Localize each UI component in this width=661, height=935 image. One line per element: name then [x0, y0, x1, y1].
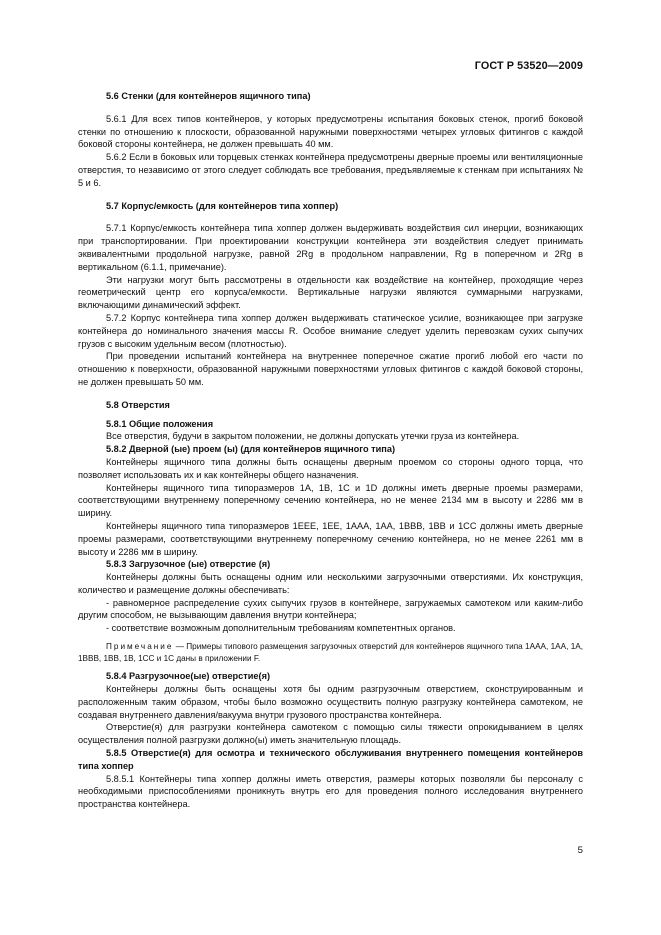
section-heading-5-6: 5.6 Стенки (для контейнеров ящичного типа): [106, 91, 311, 101]
paragraph-5-7-1: 5.7.1 Корпус/емкость контейнера типа хоппер должен выдерживать воздействия сил инерции, возникающих при транспортировании. При проектировании конструкции контейнера эти воздействия следует принимать эквивалентными продольной нагрузке, равной 2Rg в продольном направлении, Rg в поперечном и 2Rg в вертикальном (6.1.1, примечание).: [78, 223, 583, 272]
section-heading-5-8: 5.8 Отверстия: [106, 399, 170, 410]
paragraph-5-8-5-1: 5.8.5.1 Контейнеры типа хоппер должны иметь отверстия, размеры которых позволяли бы персоналу с необходимыми приспособлениями проникнуть внутрь его для проведения полного исследования внутреннего пространства контейнера.: [78, 773, 583, 810]
page-number: 5: [577, 845, 583, 856]
subsection-heading-5-8-1: 5.8.1 Общие положения: [106, 418, 214, 429]
paragraph-5-8-1: Все отверстия, будучи в закрытом положении, не должны допускать утечки груза из контейнера.: [106, 431, 520, 442]
list-item-distribution: - равномерное распределение сухих сыпучих грузов в контейнере, загружаемых самотеком или каким-либо другим способом, не вызывающим давления внутри контейнера;: [78, 597, 583, 621]
paragraph-5-6-2: 5.6.2 Если в боковых или торцевых стенках контейнера предусмотрены дверные проемы или вентиляционные отверстия, то независимо от этого следует соблюдать все требования, предъявляемые к стенкам при испытаниях № 5 и 6.: [78, 152, 583, 188]
paragraph-5-7-1-continued: Эти нагрузки могут быть рассмотрены в отдельности как воздействие на контейнер, проходящие через геометрический центр его корпуса/емкости. Вертикальные нагрузки являются суммарными нагрузками, включающими динамический эффект.: [78, 274, 583, 311]
list-item-requirements: - соответствие возможным дополнительным требованиям компетентных органов.: [106, 623, 456, 634]
note-label: Примечание: [106, 642, 174, 652]
subsection-heading-5-8-3: 5.8.3 Загрузочное (ые) отверстие (я): [106, 559, 271, 570]
paragraph-5-7-2: 5.7.2 Корпус контейнера типа хоппер должен выдерживать статическое усилие, возникающее при загрузке контейнера до номинального значения массы R. Особое внимание следует уделить перевозкам сухих сыпучих грузов с высоким удельным весом (плотностью).: [78, 312, 583, 349]
document-body: [78, 90, 583, 811]
paragraph-5-7-2-continued: При проведении испытаний контейнера на внутреннее поперечное сжатие прогиб любой его части по отношению к поверхности, образованной наружными поверхностями угловых фитингов с каждой боковой стороны, не должен превышать 50 мм.: [78, 351, 583, 387]
paragraph-5-8-2-c: Контейнеры ящичного типа типоразмеров 1ЕЕЕ, 1ЕЕ, 1ААА, 1АА, 1ВВВ, 1ВВ и 1СС должны иметь дверные проемы размерами, соответствующими внутреннему поперечному сечению контейнера, но не менее 2261 мм в высоту и 2286 мм в ширину.: [78, 520, 583, 557]
paragraph-5-8-4-a: Контейнеры должны быть оснащены хотя бы одним разгрузочным отверстием, сконструированным и расположенным таким образом, чтобы было возможно осуществить полную разгрузку контейнера самотеком, не создавая внутреннего давления/вакуума внутри грузового пространства контейнера.: [78, 684, 583, 720]
standard-designation: ГОСТ Р 53520—2009: [474, 60, 583, 72]
paragraph-5-6-1: 5.6.1 Для всех типов контейнеров, у которых предусмотрены испытания боковых стенок, прогиб боковой стенки по отношению к плоскости, образованной наружными поверхностями четырех угловых фитингов с каждой боковой стороны контейнера, не должен превышать 40 мм.: [78, 113, 583, 150]
subsection-heading-5-8-5: 5.8.5 Отверстие(я) для осмотра и технического обслуживания внутреннего помещения контейнеров типа хоппер: [78, 748, 583, 771]
note-text: — Примеры типового размещения загрузочных отверстий для контейнеров ящичного типа 1ААА, 1АА, 1А, 1ВВВ, 1ВВ, 1В, 1СС и 1С даны в приложении F.: [78, 642, 583, 663]
paragraph-5-8-4-b: Отверстие(я) для разгрузки контейнера самотеком с помощью силы тяжести опрокидыванием в целях осуществления полной разгрузки должно(ы) иметь значительную площадь.: [78, 722, 583, 746]
section-heading-5-7: 5.7 Корпус/емкость (для контейнеров типа хоппер): [106, 200, 339, 211]
paragraph-5-8-3: Контейнеры должны быть оснащены одним или несколькими загрузочными отверстиями. Их конструкция, количество и размещение должны обеспечивать:: [78, 572, 583, 595]
subsection-heading-5-8-2: 5.8.2 Дверной (ые) проем (ы) (для контейнеров ящичного типа): [106, 444, 396, 455]
paragraph-5-8-2-a: Контейнеры ящичного типа должны быть оснащены дверным проемом со стороны одного торца, что позволяет использовать их и как контейнеры общего назначения.: [78, 456, 583, 480]
note-loading-openings: [78, 641, 583, 664]
paragraph-5-8-2-b: Контейнеры ящичного типа типоразмеров 1А, 1В, 1С и 1D должны иметь дверные проемы размерами, соответствующими внутреннему поперечному сечению контейнера, но не менее 2134 мм в высоту и 2286 мм в ширину.: [78, 482, 583, 519]
subsection-heading-5-8-4: 5.8.4 Разгрузочное(ые) отверстие(я): [106, 671, 271, 682]
